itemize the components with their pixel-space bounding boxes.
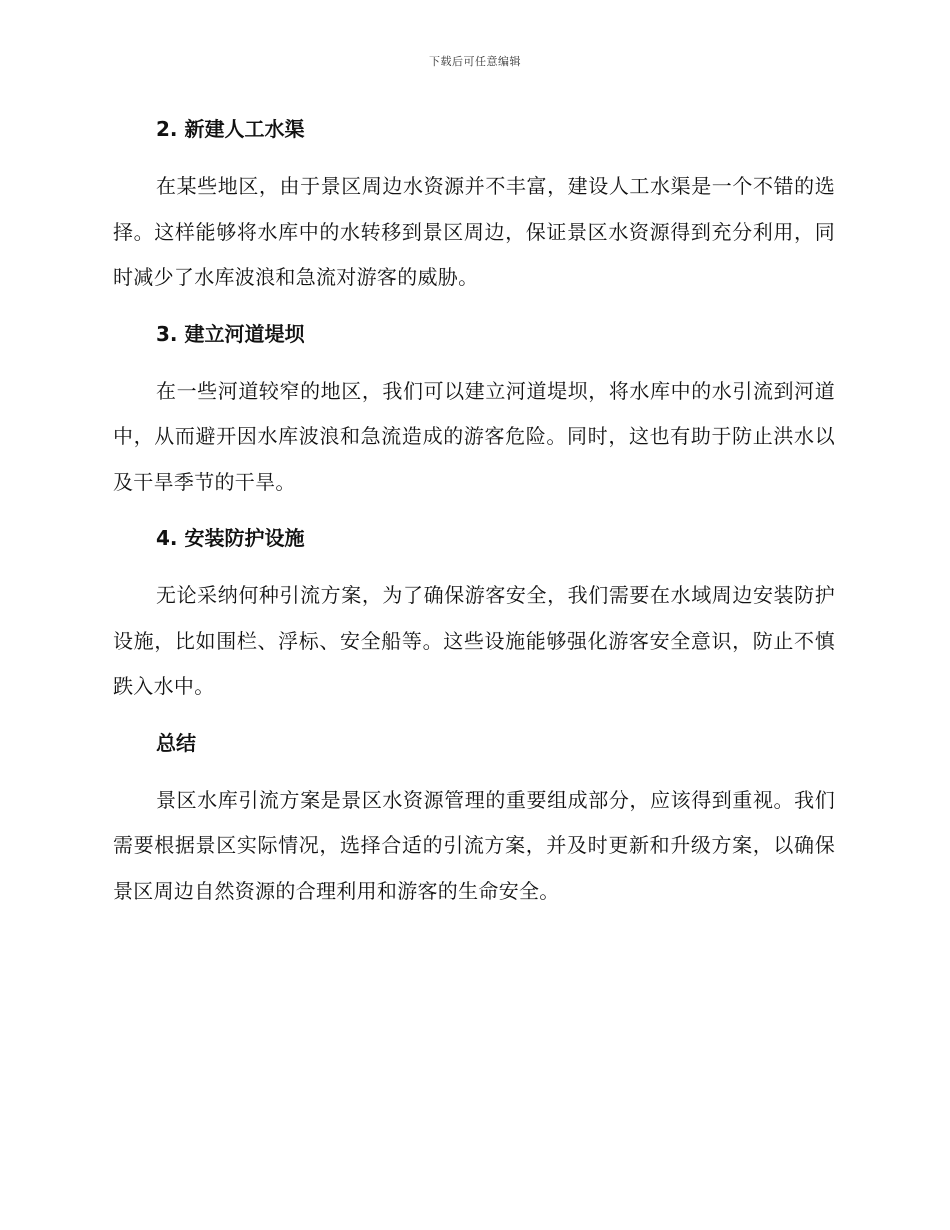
section-paragraph-river-dam: 在一些河道较窄的地区，我们可以建立河道堤坝，将水库中的水引流到河道中，从而避开因水库波浪和急流造成的游客危险。同时，这也有助于防止洪水以及干旱季节的干旱。 — [113, 378, 835, 494]
section-heading-river-dam: 3. 建立河道堤坝 — [156, 321, 305, 346]
document-body — [113, 112, 835, 914]
section-heading-new-canal: 2. 新建人工水渠 — [156, 117, 305, 141]
section-paragraph-protective-facilities: 无论采纳何种引流方案，为了确保游客安全，我们需要在水域周边安装防护设施，比如围栏、浮标、安全船等。这些设施能够强化游客安全意识，防止不慎跌入水中。 — [113, 583, 835, 698]
section-paragraph-new-canal: 在某些地区，由于景区周边水资源并不丰富，建设人工水渠是一个不错的选择。这样能够将水库中的水转移到景区周边，保证景区水资源得到充分利用，同时减少了水库波浪和急流对游客的威胁。 — [113, 174, 835, 289]
section-heading-protective-facilities: 4. 安装防护设施 — [156, 526, 305, 550]
section-heading-summary: 总结 — [156, 730, 196, 755]
section-paragraph-summary: 景区水库引流方案是景区水资源管理的重要组成部分，应该得到重视。我们需要根据景区实际情况，选择合适的引流方案，并及时更新和升级方案，以确保景区周边自然资源的合理利用和游客的生命安全。 — [113, 787, 835, 903]
page-header: 下载后可任意编辑 — [429, 55, 521, 68]
